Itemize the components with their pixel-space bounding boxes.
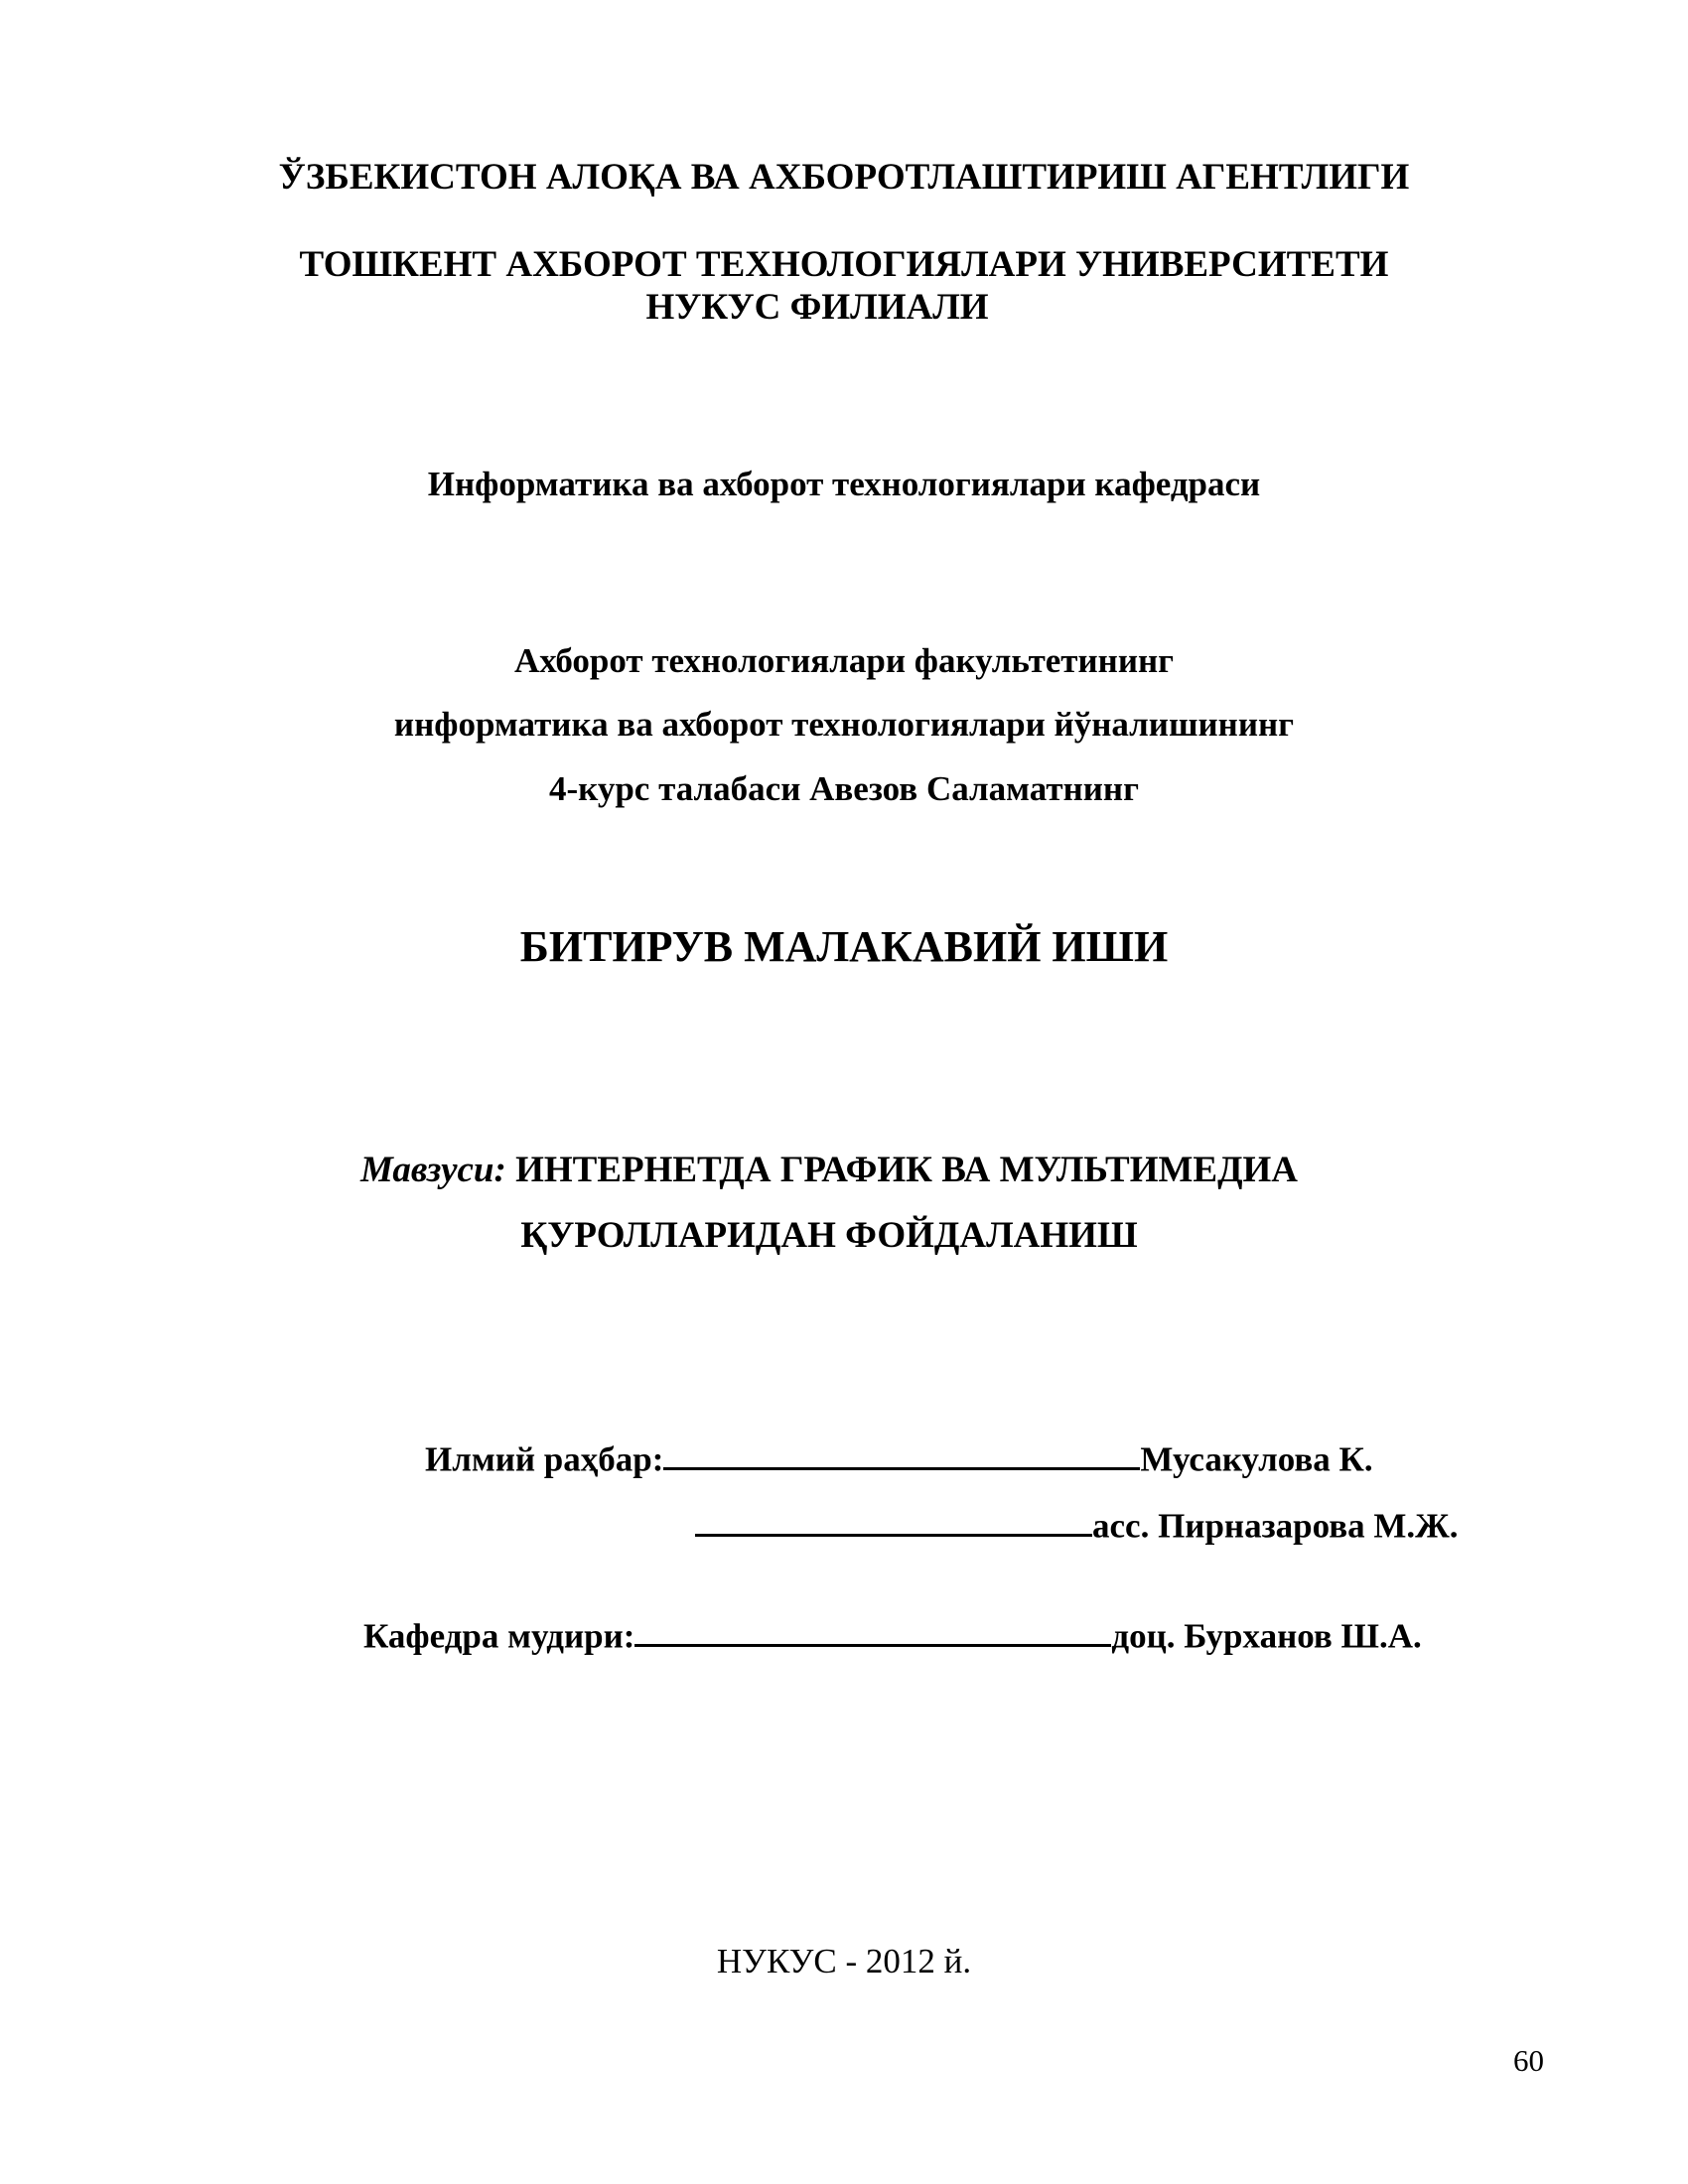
student-faculty-line: Ахборот технологиялари факультетининг xyxy=(513,641,1175,680)
head-signature-line xyxy=(363,1611,1422,1656)
advisor-signature-blank xyxy=(663,1434,1140,1470)
co-advisor-name: асс. Пирназарова М.Ж. xyxy=(1092,1506,1459,1546)
topic-line1 xyxy=(0,1152,1673,1188)
advisor-signature-line xyxy=(425,1434,1373,1479)
agency-heading: ЎЗБЕКИСТОН АЛОҚА ВА АХБОРОТЛАШТИРИШ АГЕНТЛИГИ xyxy=(278,157,1410,198)
work-title: БИТИРУВ МАЛАКАВИЙ ИШИ xyxy=(519,922,1169,971)
university-heading-line2: НУКУС ФИЛИАЛИ xyxy=(645,287,989,328)
advisor-name: Мусакулова К. xyxy=(1140,1439,1373,1479)
student-direction-line: информатика ва ахборот технологиялари йўналишининг xyxy=(393,705,1295,744)
topic-title-line2: ҚУРОЛЛАРИДАН ФОЙДАЛАНИШ xyxy=(520,1215,1138,1256)
student-name-line: 4-курс талабаси Авезов Саламатнинг xyxy=(549,769,1139,808)
head-label: Кафедра мудири: xyxy=(363,1616,635,1656)
head-signature-blank xyxy=(634,1611,1111,1647)
city-year: НУКУС - 2012 й. xyxy=(716,1942,972,1980)
head-name: доц. Бурханов Ш.А. xyxy=(1111,1616,1422,1656)
co-advisor-signature-line xyxy=(695,1501,1459,1546)
co-advisor-signature-blank xyxy=(695,1501,1092,1537)
department-name: Информатика ва ахборот технологиялари кафедраси xyxy=(427,465,1261,503)
university-heading-line1: ТОШКЕНТ АХБОРОТ ТЕХНОЛОГИЯЛАРИ УНИВЕРСИТЕТИ xyxy=(299,244,1389,285)
advisor-label: Илмий раҳбар: xyxy=(425,1439,664,1479)
page-number: 60 xyxy=(1513,2043,1544,2078)
topic-title-line1: ИНТЕРНЕТДА ГРАФИК ВА МУЛЬТИМЕДИА xyxy=(515,1150,1299,1190)
topic-label: Мавзуси: xyxy=(359,1150,506,1190)
